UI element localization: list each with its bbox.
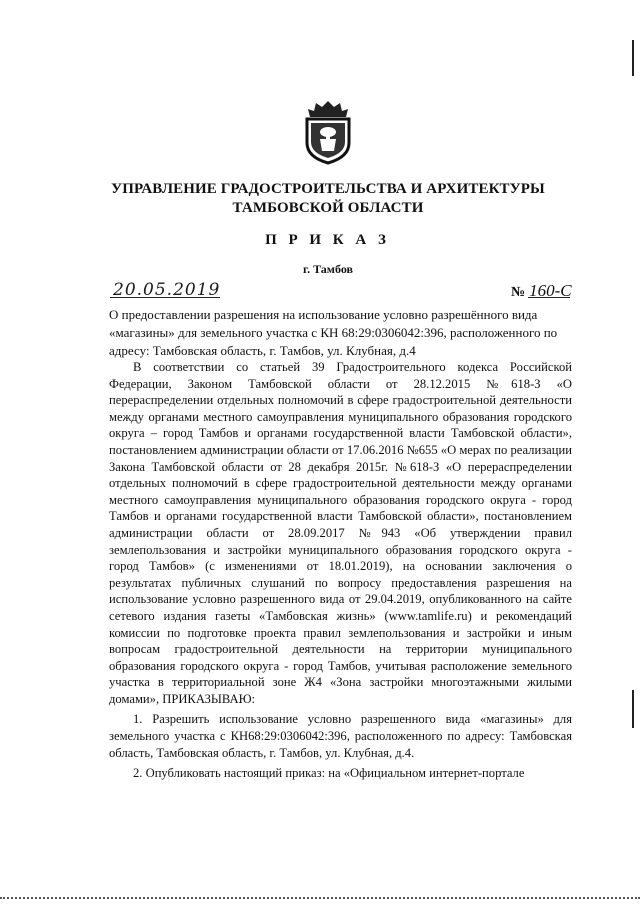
scan-edge-mark (632, 690, 634, 728)
tambov-coat-of-arms-icon (301, 99, 355, 165)
order-date: 20.05.2019 (113, 280, 221, 300)
order-item-1: 1. Разрешить использование условно разрешенного вида «магазины» для земельного участка с КН68:29:0306042:396, расположенного по адресу: Тамбовская область, Тамбовская область, г. Тамбов, ул. Клубная, д.4. (109, 712, 572, 760)
number-value: 160-С (529, 281, 572, 300)
order-subject: О предоставлении разрешения на использование условно разрешённого вида «магазины» для земельного участка с КН 68:29:0306042:396, расположенного по адресу: Тамбовская область, г. Тамбов, ул. Клубная, д.4 (109, 307, 558, 358)
preamble-paragraph: В соответствии со статьей 39 Градостроительного кодекса Российской Федерации, Законом Тамбовской области от 28.12.2015 №618-З «О перераспределении отдельных полномочий в сфере градостроительной деятельности между органами местного самоуправления муниципального образования городского округа – город Тамбов и органами государственной власти Тамбовской области», постановлением администрации области от 17.06.2016 №655 «О мерах по реализации Закона Тамбовской области от 28 декабря 2015г. №618-З «О перераспределении отдельных полномочий в сфере градостроительной деятельности между органами местного самоуправления муниципального образования городского округа - город Тамбов и органами государственной власти Тамбовской области», постановлением администрации области от 28.09.2017 №943 «Об утверждении правил землепользования и застройки муниципального образования городского округа - город Тамбов» (с изменениями от 18.01.2019), на основании заключения о результатах публичных слушаний по вопросу предоставления разрешения на использование условно разрешенного вида от 29.04.2019, опубликованного на сайте сетевого издания газеты «Тамбовская жизнь» (www.tamlife.ru) и рекомендаций комиссии по подготовке проекта правил землепользования и застройки и иным вопросам градостроительной деятельности на территории муниципального образования городского округа - город Тамбов, учитывая расположение земельного участка в территориальной зоне Ж4 «Зона застройки многоэтажными жилыми домами», ПРИКАЗЫВАЮ: (109, 360, 572, 706)
scan-edge-mark (632, 40, 634, 76)
date-underline (110, 297, 220, 298)
city: г. Тамбов (303, 262, 353, 276)
number-underline (528, 297, 570, 298)
agency-line-1: УПРАВЛЕНИЕ ГРАДОСТРОИТЕЛЬСТВА И АРХИТЕКТУРЫ (111, 181, 545, 197)
scan-bottom-edge (0, 897, 640, 899)
agency-name (90, 180, 566, 218)
order-body (109, 359, 572, 782)
order-number (511, 281, 572, 301)
document-type: П Р И К А З (265, 232, 390, 248)
number-prefix: № (511, 285, 526, 300)
agency-line-2: ТАМБОВСКОЙ ОБЛАСТИ (232, 200, 424, 216)
order-item-2: 2. Опубликовать настоящий приказ: на «Официальном интернет-портале (133, 766, 525, 781)
